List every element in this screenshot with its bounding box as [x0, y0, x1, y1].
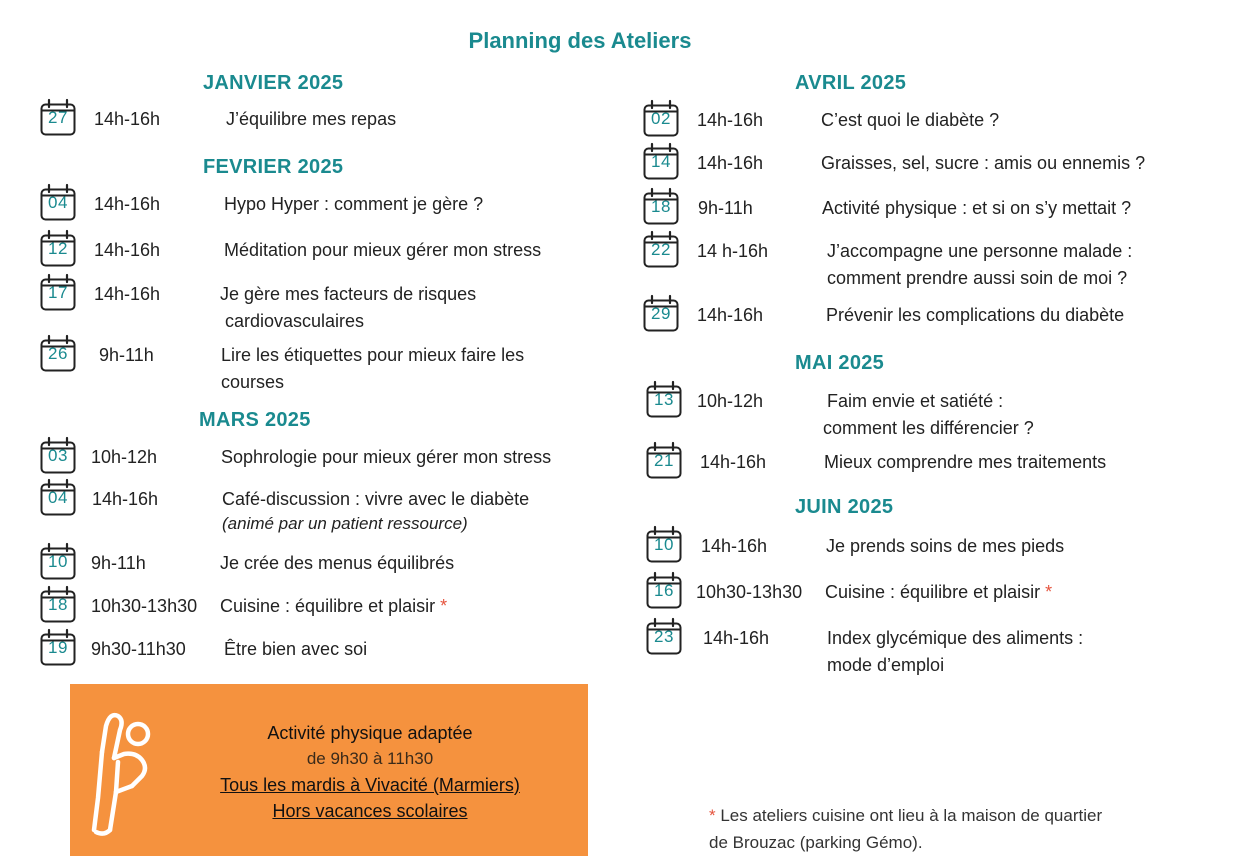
month-heading-mars: MARS 2025	[199, 409, 311, 431]
calendar-icon: 26	[40, 334, 76, 372]
activity-location: Tous les mardis à Vivacité (Marmiers)	[220, 775, 520, 795]
page-title: Planning des Ateliers	[468, 28, 692, 53]
month-heading-mai: MAI 2025	[795, 352, 885, 374]
calendar-icon: 02	[643, 99, 679, 137]
calendar-icon: 13	[646, 380, 682, 418]
calendar-icon: 04	[40, 478, 76, 516]
calendar-icon: 22	[643, 230, 679, 268]
activity-title: Activité physique adaptée	[267, 723, 473, 743]
calendar-icon: 04	[40, 183, 76, 221]
calendar-icon: 27	[40, 98, 76, 136]
adapted-activity-box	[70, 684, 588, 856]
activity-hours: de 9h30 à 11h30	[306, 749, 434, 768]
month-heading-avril: AVRIL 2025	[795, 72, 907, 94]
calendar-icon: 23	[646, 617, 682, 655]
calendar-icon: 14	[643, 142, 679, 180]
month-heading-juin: JUIN 2025	[795, 496, 894, 518]
calendar-icon: 10	[646, 525, 682, 563]
calendar-icon: 10	[40, 542, 76, 580]
calendar-icon: 12	[40, 229, 76, 267]
calendar-icon: 19	[40, 628, 76, 666]
calendar-icon: 18	[40, 585, 76, 623]
calendar-icon: 29	[643, 294, 679, 332]
exercise-person-icon	[88, 702, 160, 842]
calendar-icon: 03	[40, 436, 76, 474]
footnote: * Les ateliers cuisine ont lieu à la maison de quartier de Brouzac (parking Gémo).	[709, 806, 1103, 852]
month-heading-fevrier: FEVRIER 2025	[203, 156, 344, 178]
month-heading-janvier: JANVIER 2025	[203, 72, 344, 94]
calendar-icon: 17	[40, 273, 76, 311]
calendar-icon: 16	[646, 571, 682, 609]
calendar-icon: 21	[646, 441, 682, 479]
calendar-icon: 18	[643, 187, 679, 225]
activity-note: Hors vacances scolaires	[272, 801, 468, 821]
